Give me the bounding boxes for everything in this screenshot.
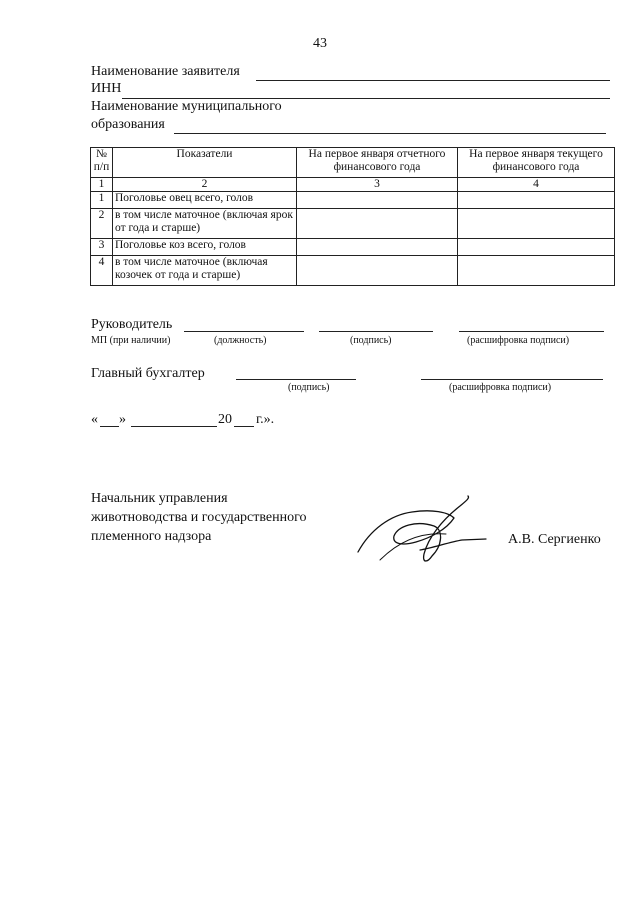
municipality-label-line2: образования (91, 117, 165, 132)
position-caption: (должность) (214, 335, 267, 346)
row-value-cell (458, 239, 615, 256)
row-number: 4 (91, 256, 113, 286)
header-reporting-year: На первое января отчетного финансового года (297, 148, 458, 178)
handwritten-signature (350, 490, 500, 570)
date-month-line (131, 426, 217, 427)
manager-decoding-line (459, 331, 604, 332)
applicant-name-line (256, 80, 610, 81)
column-numbers-row (91, 178, 615, 192)
header-indicators: Показатели (113, 148, 297, 178)
row-name: в том числе маточное (включая козочек от года и старше) (113, 256, 297, 286)
date-year-line (234, 426, 254, 427)
header-number: № п/п (91, 148, 113, 178)
applicant-name-label: Наименование заявителя (91, 64, 240, 79)
row-value-cell (297, 209, 458, 239)
indicators-table (90, 147, 615, 286)
mp-caption: МП (при наличии) (91, 335, 171, 346)
page-number: 43 (313, 36, 327, 51)
column-number: 1 (91, 178, 113, 192)
table-header-row (91, 148, 615, 178)
row-value-cell (458, 192, 615, 209)
manager-signature-caption: (подпись) (350, 335, 392, 346)
table-row (91, 256, 615, 286)
approver-title-line2: животноводства и государственного (91, 510, 307, 525)
manager-label: Руководитель (91, 317, 173, 332)
column-number: 2 (113, 178, 297, 192)
approver-title-line1: Начальник управления (91, 491, 228, 506)
date-year-suffix: г.». (256, 412, 275, 427)
row-value-cell (297, 239, 458, 256)
row-number: 1 (91, 192, 113, 209)
date-year-prefix: 20 (218, 412, 232, 427)
date-close-quote: » (119, 412, 126, 427)
column-number: 4 (458, 178, 615, 192)
row-number: 2 (91, 209, 113, 239)
accountant-decoding-line (421, 379, 603, 380)
municipality-line (174, 133, 606, 134)
row-value-cell (458, 256, 615, 286)
table-row (91, 209, 615, 239)
municipality-label-line1: Наименование муниципального (91, 99, 282, 114)
accountant-signature-caption: (подпись) (288, 382, 330, 393)
accountant-decoding-caption: (расшифровка подписи) (449, 382, 552, 393)
table-row (91, 239, 615, 256)
date-open-quote: « (91, 412, 98, 427)
column-number: 3 (297, 178, 458, 192)
manager-signature-line (319, 331, 433, 332)
inn-label: ИНН (91, 81, 122, 96)
row-name: Поголовье коз всего, голов (113, 239, 297, 256)
row-value-cell (458, 209, 615, 239)
header-current-year: На первое января текущего финансового года (458, 148, 615, 178)
accountant-signature-line (236, 379, 356, 380)
date-day-line (100, 426, 119, 427)
row-number: 3 (91, 239, 113, 256)
manager-position-line (184, 331, 304, 332)
accountant-label: Главный бухгалтер (91, 366, 205, 381)
table-row (91, 192, 615, 209)
approver-title-line3: племенного надзора (91, 529, 212, 544)
row-value-cell (297, 192, 458, 209)
approver-name: А.В. Сергиенко (508, 532, 601, 547)
row-name: в том числе маточное (включая ярок от года и старше) (113, 209, 297, 239)
row-name: Поголовье овец всего, голов (113, 192, 297, 209)
manager-decoding-caption: (расшифровка подписи) (467, 335, 570, 346)
row-value-cell (297, 256, 458, 286)
